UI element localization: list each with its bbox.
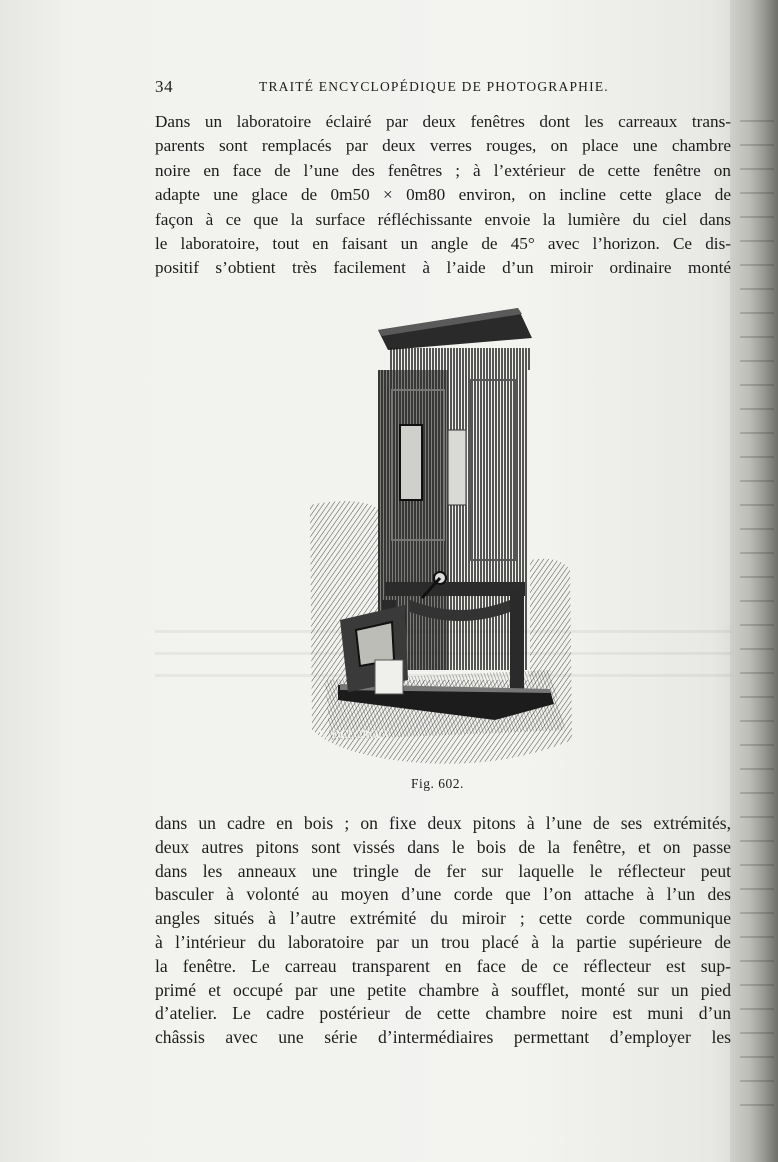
paragraph-bottom: [155, 812, 731, 1050]
text-line: Dans un laboratoire éclairé par deux fenêtres dont les carreaux trans-: [155, 112, 731, 131]
text-line: adapte une glace de 0m50 × 0m80 environ, on incline cette glace de: [155, 185, 731, 205]
text-line: angles situés à l’autre extrémité du miroir ; cette corde communique: [155, 908, 731, 929]
text-line: positif s’obtient très facilement à l’aide d’un miroir ordinaire monté: [155, 258, 731, 278]
text-line: primé et occupé par une petite chambre à soufflet, monté sur un pied: [155, 979, 731, 1000]
text-line: deux autres pitons sont vissés dans le bois de la fenêtre, et on passe: [155, 836, 731, 857]
text-line: dans les anneaux une tringle de fer sur laquelle le réflecteur peut: [155, 860, 731, 881]
text-line: châssis avec une série d’intermédiaires permettant d’employer les: [155, 1027, 731, 1048]
text-line: façon à ce que la surface réfléchissante envoie la lumière du ciel dans: [155, 209, 731, 229]
page-number: 34: [155, 77, 174, 96]
figure-engraving: [300, 300, 575, 775]
paragraph-top: [155, 110, 731, 281]
text-line: parents sont remplacés par deux verres rouges, on place une chambre: [155, 136, 731, 156]
text-line: basculer à volonté au moyen d’une corde que l’on attache à l’un des: [155, 884, 731, 905]
text-line: à l’intérieur du laboratoire par un trou placé à la partie supérieure de: [155, 931, 731, 952]
text-line: noire en face de l’une des fenêtres ; à l’extérieur de cette fenêtre on: [155, 160, 731, 180]
text-line: d’atelier. Le cadre postérieur de cette chambre noire est muni d’un: [155, 1003, 731, 1024]
page-header: [155, 77, 730, 99]
text-line: la fenêtre. Le carreau transparent en face de ce réflecteur est sup-: [155, 955, 731, 976]
text-line: dans un cadre en bois ; on fixe deux pitons à l’une de ses extrémités,: [155, 813, 731, 833]
text-line: le laboratoire, tout en faisant un angle de 45° avec l’horizon. Ce dis-: [155, 234, 731, 254]
figure-caption: Fig. 602.: [411, 776, 464, 791]
adjacent-page-text-bleed: [740, 120, 774, 1120]
engraver-signature: E. DELCROIX: [318, 727, 390, 741]
running-title: TRAITÉ ENCYCLOPÉDIQUE DE PHOTOGRAPHIE.: [259, 79, 609, 94]
dark-cabinet-illustration: [300, 300, 575, 775]
